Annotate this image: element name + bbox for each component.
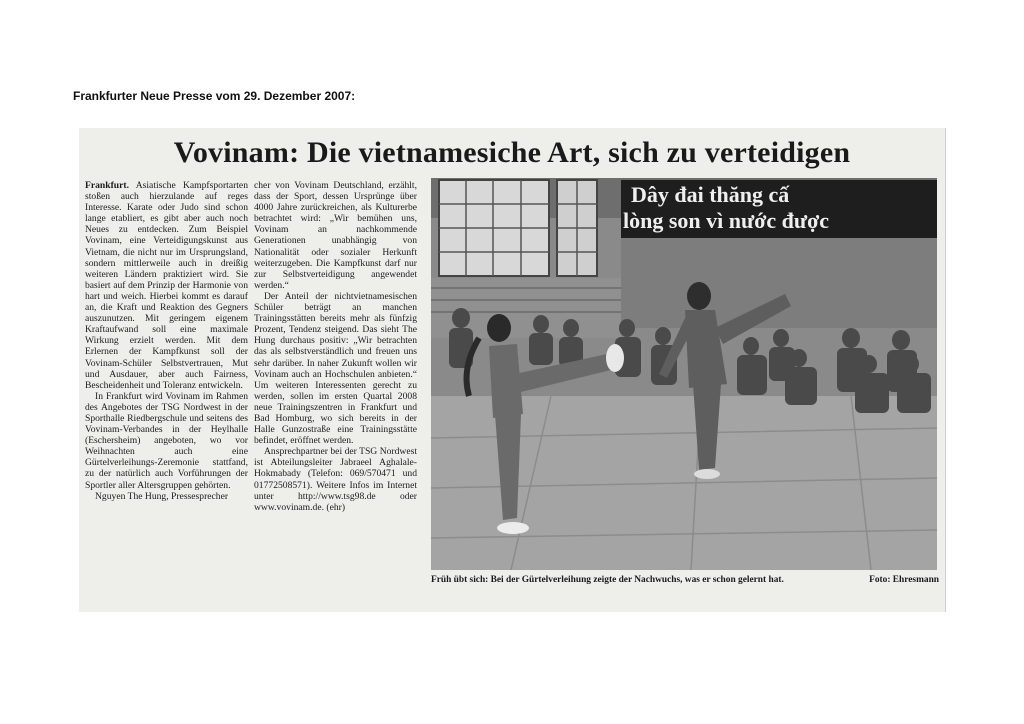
banner xyxy=(621,180,937,238)
paragraph: Der Anteil der nichtvietnamesischen Schüler beträgt an manchen Trainingsstätten bereits mehr als fünfzig Prozent, Tendenz steigend. Das sieht The Hung durchaus positiv: „Wir betrachten das als selbstverständlich und freuen uns sehr darüber. In naher Zukunft wollen wir Vovinam auch an Hochschulen anbieten.“ Um weiteren Interessenten gerecht zu werden, sollen im ersten Quartal 2008 neue Trainingszentren in Frankfurt und Bad Homburg, wo sich bereits in der Halle Gunzostraße eine Trainingsstätte befindet, eröffnet werden. xyxy=(254,290,417,447)
paragraph: cher von Vovinam Deutschland, erzählt, dass der Sport, dessen Ursprünge über 4000 Jahre zurückreichen, als Kulturerbe betrachtet wird: „Wir bemühen uns, Vovinam an nachkommende Generationen unabhängig von Nationalität oder sozialer Herkunft weiterzugeben. Die Kampfkunst darf nur zur Selbstverteidigung angewendet werden.“ xyxy=(254,180,417,291)
photo-caption: Früh übt sich: Bei der Gürtelverleihung zeigte der Nachwuchs, was er schon gelernt hat. xyxy=(431,575,784,585)
paragraph: In Frankfurt wird Vovinam im Rahmen des Angebotes der TSG Nordwest in der Sporthalle Riedbergschule und seitens des Vovinam-Verbandes in der Heylhalle (Eschersheim) angeboten, wo vor Weihnachten auch eine Gürtelverleihungs-Zeremonie stattfand, zu der natürlich auch Vorführungen der Sportler aller Altersgruppen gehörten. xyxy=(85,390,248,491)
banner-line-2: lòng son vì nước được xyxy=(623,208,830,233)
article-column-1 xyxy=(85,180,248,502)
newspaper-clipping xyxy=(79,128,946,612)
paragraph-text: Asiatische Kampfsportarten stoßen auch hierzulande auf reges Interesse. Karate oder Judo sind schon lange etabliert, es gibt aber auch noch Neues zu entdecken. Zum Beispiel Vovinam, eine Verteidigungskunst aus Vietnam, die nicht nur im Ursprungsland, sondern mittlerweile auch in dreißig weiteren Ländern praktiziert wird. Sie basiert auf dem Prinzip der Harmonie von hart und weich. Hierbei kommt es darauf an, die Kraft und Reaktion des Gegners auszunutzen. Mit geringem eigenem Kraftaufwand soll eine maximale Wirkung erzielt werden. Mit dem Erlernen der Kampfkunst soll der Vovinam-Schüler Selbstvertrauen, Mut und Ausdauer, aber auch Fairness, Bescheidenheit und Toleranz entwickeln. xyxy=(85,180,248,391)
photo-illustration xyxy=(431,178,937,570)
paragraph: Nguyen The Hung, Pressesprecher xyxy=(95,490,229,502)
article-column-2 xyxy=(254,180,417,513)
paragraph xyxy=(85,180,248,391)
paragraph: Ansprechpartner bei der TSG Nordwest ist Abteilungsleiter Jabraeel Aghalale-Hokmabady (Telefon: 069/570471 und 01772508571). Weitere Infos im Internet unter http://www.tsg98.de oder www.vovinam.de. (ehr) xyxy=(254,446,417,513)
banner-line-1: Dây đai thăng cấ xyxy=(631,182,790,207)
dateline: Frankfurt. xyxy=(85,180,129,191)
clipping-source-caption: Frankfurter Neue Presse vom 29. Dezember 2007: xyxy=(73,89,356,103)
article-headline: Vovinam: Die vietnamesiche Art, sich zu verteidigen xyxy=(173,136,851,169)
article-photo xyxy=(431,178,937,570)
photo-credit: Foto: Ehresmann xyxy=(869,575,939,585)
window xyxy=(557,180,597,276)
window xyxy=(439,180,549,276)
